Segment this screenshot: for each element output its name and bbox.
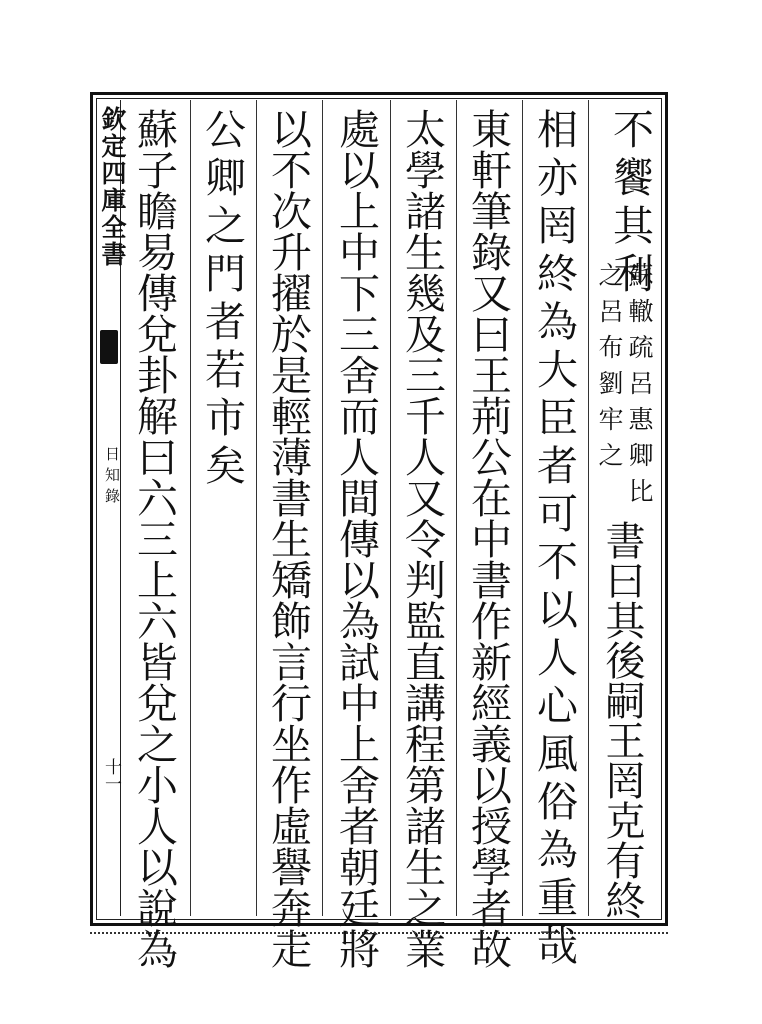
column-rule xyxy=(588,100,589,916)
text-column-1-lower: 書曰其後嗣王罔克有終 xyxy=(599,520,645,920)
collection-title: 欽定四庫全書 xyxy=(98,106,127,268)
text-column-1-note-left: 之呂布劉牢之 xyxy=(595,262,624,478)
book-title: 日知錄 xyxy=(103,446,121,509)
page-number: 十一 xyxy=(101,758,121,792)
text-column-1-main: 不饗其利 xyxy=(606,108,654,300)
text-column-7: 公卿之門者若市矣 xyxy=(198,108,246,492)
column-rule xyxy=(456,100,457,916)
text-column-4: 太學諸生幾及三千人又令判監直講程第諸生之業 xyxy=(398,108,446,969)
column-rule xyxy=(190,100,191,916)
text-column-3: 東軒筆錄又曰王荊公在中書作新經義以授學者故 xyxy=(464,108,512,969)
column-rule xyxy=(256,100,257,916)
text-column-8: 蘇子瞻易傳兌卦解曰六三上六皆兌之小人以說為 xyxy=(130,108,178,969)
text-column-1-note-right: 蘇轍疏呂惠卿比 xyxy=(625,262,654,514)
text-column-5: 處以上中下三舍而人間傳以為試中上舍者朝廷將 xyxy=(332,108,380,969)
column-rule xyxy=(522,100,523,916)
text-column-6: 以不次升擢於是輕薄書生矯飾言行坐作虛譽奔走 xyxy=(264,108,312,969)
column-rule xyxy=(390,100,391,916)
bottom-border-speckle xyxy=(90,928,668,934)
fish-tail-mark xyxy=(100,330,118,364)
column-rule xyxy=(322,100,323,916)
text-column-2: 相亦罔終為大臣者可不以人心風俗為重哉 xyxy=(530,108,578,972)
